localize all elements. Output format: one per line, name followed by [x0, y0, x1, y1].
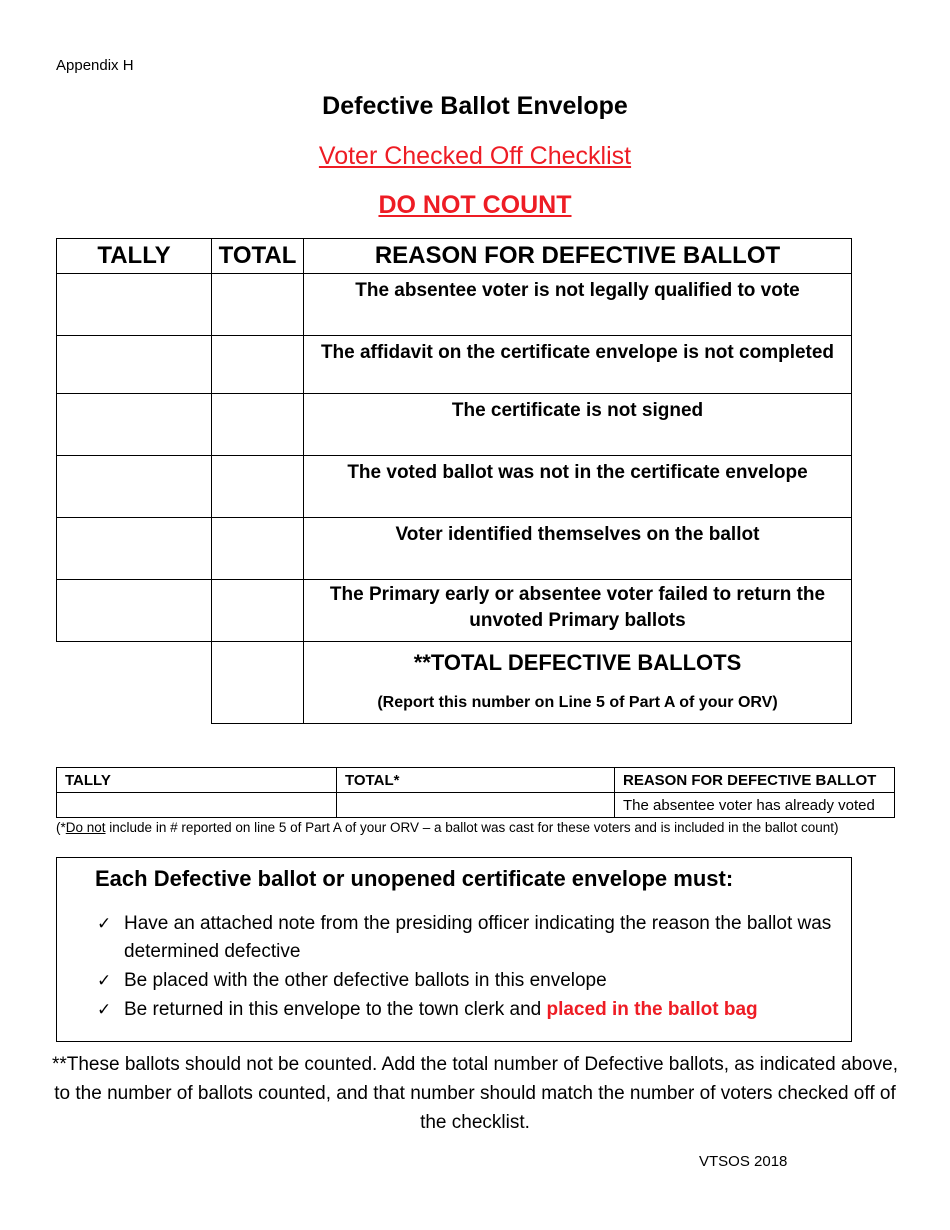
- list-item: ✓ Be returned in this envelope to the town clerk and placed in the ballot bag: [97, 996, 837, 1024]
- ballot-bag-highlight: placed in the ballot bag: [546, 999, 758, 1020]
- reason-cell: The Primary early or absentee voter failed to return the unvoted Primary ballots: [304, 580, 852, 642]
- total-cell[interactable]: [212, 518, 304, 580]
- total-cell[interactable]: [212, 394, 304, 456]
- grand-total-cell[interactable]: [212, 642, 304, 724]
- tally-cell[interactable]: [57, 793, 337, 818]
- footer-label: VTSOS 2018: [699, 1153, 788, 1170]
- header-total: TOTAL*: [337, 768, 615, 793]
- reason-cell: The absentee voter has already voted: [615, 793, 895, 818]
- total-defective-label-cell: [304, 642, 852, 724]
- requirements-list: [97, 910, 837, 1025]
- header-total: TOTAL: [212, 239, 304, 274]
- reason-cell: The voted ballot was not in the certificate envelope: [304, 456, 852, 518]
- tally-cell[interactable]: [57, 336, 212, 394]
- footnote: (*Do not include in # reported on line 5 of Part A of your ORV – a ballot was cast for these voters and is included in the ballot count): [56, 820, 839, 835]
- reason-cell: Voter identified themselves on the ballot: [304, 518, 852, 580]
- reason-cell: The certificate is not signed: [304, 394, 852, 456]
- tally-cell[interactable]: [57, 580, 212, 642]
- table-row: [57, 456, 852, 518]
- reason-cell: The affidavit on the certificate envelope is not completed: [304, 336, 852, 394]
- checkmark-icon: ✓: [97, 1000, 112, 1020]
- total-row: [57, 642, 852, 724]
- header-reason: REASON FOR DEFECTIVE BALLOT: [304, 239, 852, 274]
- table-row: [57, 580, 852, 642]
- table-row: [57, 518, 852, 580]
- bottom-note: **These ballots should not be counted. Add the total number of Defective ballots, as indicated above, to the number of ballots counted, and that number should match the number of voters checked off of the checklist.: [51, 1054, 899, 1133]
- list-item: ✓ Be placed with the other defective ballots in this envelope: [97, 967, 837, 995]
- table-row: [57, 274, 852, 336]
- tally-cell[interactable]: [57, 456, 212, 518]
- footnote-emphasis: Do not: [65, 820, 106, 835]
- table-header-row: [57, 239, 852, 274]
- tally-cell[interactable]: [57, 394, 212, 456]
- table-row: [57, 394, 852, 456]
- total-defective-note: (Report this number on Line 5 of Part A of your ORV): [377, 694, 778, 711]
- checkmark-icon: ✓: [97, 971, 112, 991]
- table-row: [57, 336, 852, 394]
- header-tally: TALLY: [57, 768, 337, 793]
- subtitle: Voter Checked Off Checklist: [318, 142, 632, 170]
- total-cell[interactable]: [212, 336, 304, 394]
- table-row: [57, 793, 895, 818]
- total-cell[interactable]: [212, 456, 304, 518]
- page-title: Defective Ballot Envelope: [322, 92, 628, 120]
- total-cell[interactable]: [212, 580, 304, 642]
- table-header-row: [57, 768, 895, 793]
- requirements-box: [56, 857, 852, 1042]
- tally-cell[interactable]: [57, 274, 212, 336]
- checkmark-icon: ✓: [97, 914, 112, 934]
- tally-cell[interactable]: [57, 518, 212, 580]
- reason-cell: The absentee voter is not legally qualified to vote: [304, 274, 852, 336]
- total-cell[interactable]: [212, 274, 304, 336]
- total-defective-label: **TOTAL DEFECTIVE BALLOTS: [413, 650, 742, 675]
- already-voted-table: [56, 767, 895, 818]
- appendix-label: Appendix H: [56, 57, 134, 74]
- total-cell[interactable]: [337, 793, 615, 818]
- defective-ballot-table: [56, 238, 852, 724]
- do-not-count-warning: DO NOT COUNT: [378, 191, 572, 219]
- list-item: ✓ Have an attached note from the presiding officer indicating the reason the ballot was determined defective: [97, 910, 837, 966]
- requirements-title: Each Defective ballot or unopened certificate envelope must:: [95, 866, 734, 891]
- header-reason: REASON FOR DEFECTIVE BALLOT: [615, 768, 895, 793]
- header-tally: TALLY: [57, 239, 212, 274]
